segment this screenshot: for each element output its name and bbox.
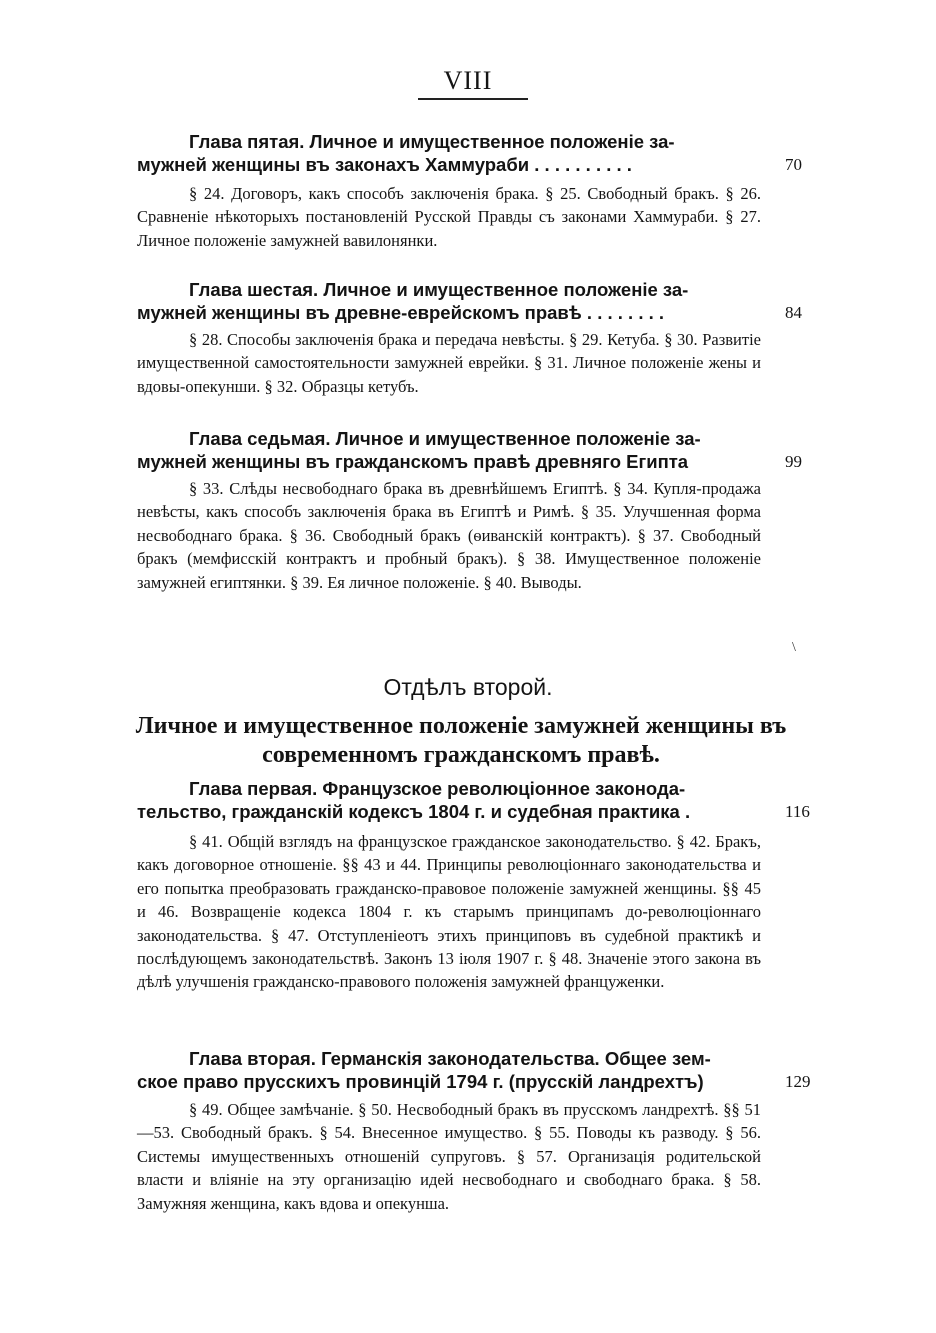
chapter-6-page-number: 84 — [785, 303, 802, 322]
chapter-7-heading-line-2: мужней женщины въ гражданскомъ правѣ древняго Египта — [137, 451, 689, 472]
chapter-2-summary: § 49. Общее замѣчанiе. § 50. Несвободный бракъ въ прусскомъ ландрехтѣ. §§ 51—53. Свободный бракъ. § 54. Внесенное имущество. § 55. Поводы къ разводу. § 56. Системы имущественныхъ отношенiй супруговъ. § 57. Организацiя родительской власти и влiянiе на эту организацiю идей несвободнаго и свободнаго брака. § 58. Замужняя женщина, какъ вдова и опекунша. — [137, 1100, 761, 1213]
chapter-1-heading-line-1: Глава первая. Французское революцiонное законода- — [189, 778, 686, 799]
chapter-5-heading-line-2: мужней женщины въ законахъ Хаммураби . . . . . . . . . . — [137, 154, 632, 175]
scan-speck: \ — [792, 640, 796, 655]
chapter-7-heading — [137, 427, 765, 473]
chapter-2-page-number: 129 — [785, 1072, 811, 1091]
chapter-1-page-number: 116 — [785, 802, 810, 821]
section-title: Отдѣлъ второй. — [383, 674, 553, 700]
chapter-7-page-number: 99 — [785, 452, 802, 471]
chapter-2-heading — [137, 1047, 765, 1093]
section-subtitle: Личное и имущественное положенiе замужней женщины въ современномъ гражданскомъ правѣ. — [135, 713, 787, 768]
chapter-7-summary: § 33. Слѣды несвободнаго брака въ древнѣйшемъ Египтѣ. § 34. Купля-продажа невѣсты, какъ способъ заключенiя брака въ Египтѣ и Римѣ. § 35. Улучшенная форма несвободнаго брака. § 36. Свободный бракъ (ѳиванскiй контрактъ). § 37. Свободный бракъ (мемфисскiй контрактъ и пробный бракъ). § 38. Имущественное положенiе замужней египтянки. § 39. Ея личное положенiе. § 40. Выводы. — [137, 479, 761, 592]
chapter-5-page-number: 70 — [785, 155, 802, 174]
chapter-1-summary: § 41. Общiй взглядъ на французское гражданское законодательство. § 42. Бракъ, какъ договорное отношенiе. §§ 43 и 44. Принципы революцiоннаго законодательства и его попытка преобразовать гражданско-правовое положенiе замужней женщины. §§ 45 и 46. Возвращенiе кодекса 1804 г. къ старымъ принципамъ до-революцiоннаго законодательства. § 47. Отступленiеотъ этихъ принциповъ въ судебной практикѣ и послѣдующемъ законодательствѣ. Законъ 13 iюля 1907 г. § 48. Значенiе этого закона въ дѣлѣ улучшенiя гражданско-правового положенiя замужней француженки. — [137, 832, 761, 992]
chapter-1-heading — [137, 777, 765, 823]
chapter-7-heading-line-1: Глава седьмая. Личное и имущественное положенiе за- — [189, 428, 701, 449]
chapter-6-heading-line-1: Глава шестая. Личное и имущественное положенiе за- — [189, 279, 689, 300]
chapter-6-heading — [137, 278, 765, 324]
chapter-5-heading-line-1: Глава пятая. Личное и имущественное положенiе за- — [189, 131, 675, 152]
page-number-rule — [418, 98, 528, 100]
chapter-6-heading-line-2: мужней женщины въ древне-еврейскомъ правѣ . . . . . . . . — [137, 302, 665, 323]
page-number: VIII — [443, 66, 493, 95]
chapter-6-summary: § 28. Способы заключенiя брака и передача невѣсты. § 29. Кетуба. § 30. Развитiе имущественной самостоятельности замужней еврейки. § 31. Личное положенiе жены и вдовы-опекунши. § 32. Образцы кетубъ. — [137, 330, 761, 396]
chapter-5-summary: § 24. Договоръ, какъ способъ заключенiя брака. § 25. Свободный бракъ. § 26. Сравненiе нѣкоторыхъ постановленiй Русской Правды съ законами Хаммураби. § 27. Личное положенiе замужней вавилонянки. — [137, 184, 761, 250]
chapter-2-heading-line-2: ское право прусскихъ провинцiй 1794 г. (прусскiй ландрехтъ) — [137, 1071, 704, 1092]
chapter-5-heading — [137, 130, 765, 176]
chapter-2-heading-line-1: Глава вторая. Германскiя законодательства. Общее зем- — [189, 1048, 711, 1069]
chapter-1-heading-line-2: тельство, гражданскiй кодексъ 1804 г. и судебная практика . — [137, 801, 691, 822]
